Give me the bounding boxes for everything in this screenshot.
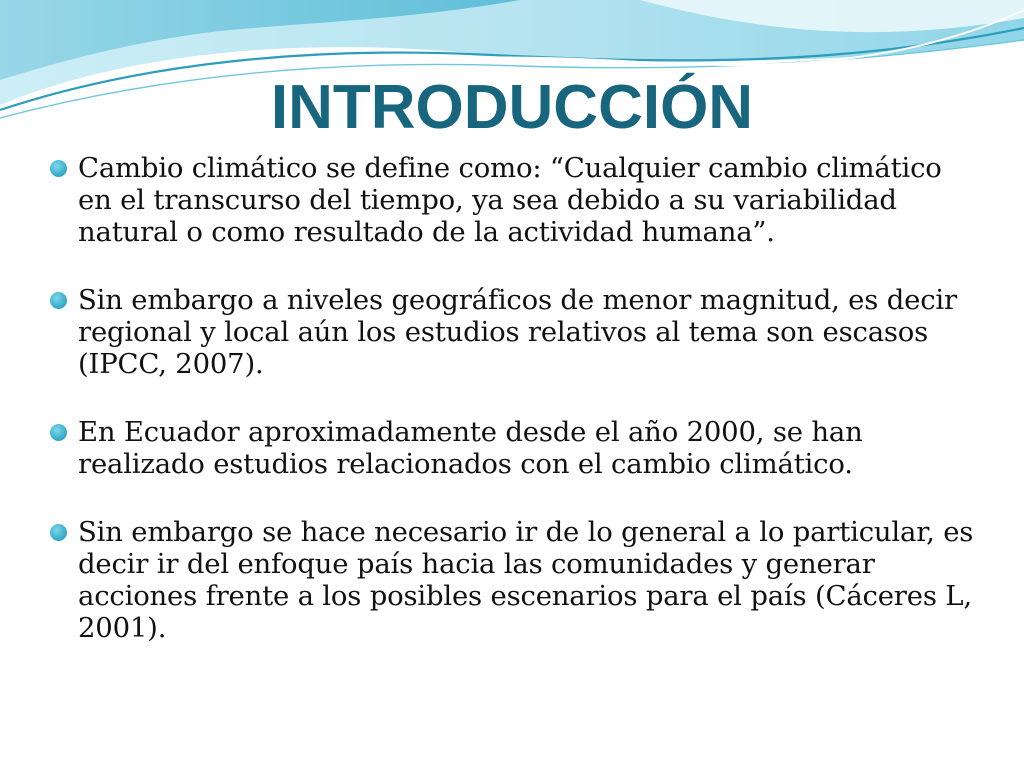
- bullet-item: [0, 416, 1024, 480]
- round-bullet-icon: [50, 160, 67, 177]
- round-bullet-icon: [50, 524, 67, 541]
- page-title: INTRODUCCIÓN: [270, 73, 754, 142]
- bullet-list: [0, 152, 1024, 644]
- bullet-item: [0, 284, 1024, 380]
- round-bullet-icon: [50, 292, 67, 309]
- bullet-item: [0, 152, 1024, 248]
- bullet-text: Sin embargo a niveles geográficos de menor magnitud, es decir regional y local aún los estudios relativos al tema son escasos (IPCC, 2007).: [78, 284, 957, 380]
- round-bullet-icon: [50, 424, 67, 441]
- bullet-text: Cambio climático se define como: “Cualquier cambio climático en el transcurso del tiempo, ya sea debido a su variabilidad natural o como resultado de la actividad humana”.: [78, 152, 942, 248]
- bullet-text: Sin embargo se hace necesario ir de lo general a lo particular, es decir ir del enfoque país hacia las comunidades y generar acciones frente a los posibles escenarios para el país (Cáceres L, 2001).: [78, 516, 974, 644]
- bullet-text: En Ecuador aproximadamente desde el año 2000, se han realizado estudios relacionados con el cambio climático.: [78, 416, 863, 480]
- bullet-item: [0, 516, 1024, 644]
